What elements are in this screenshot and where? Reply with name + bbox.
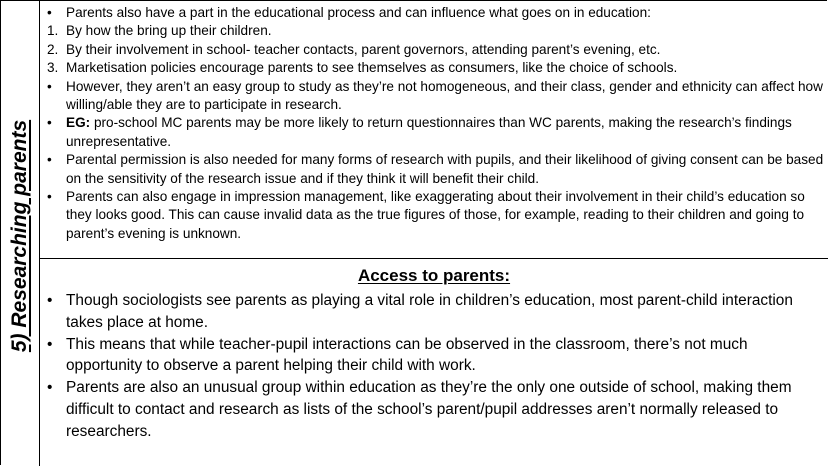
list-item-text [66,114,824,151]
example-label: EG: [66,115,91,131]
list-item [44,41,824,59]
bullet-marker: • [47,152,52,168]
bullet-marker: • [47,335,53,353]
list-item-text: Parents are also an unusual group within education as they’re the only one outside of school, making them difficult to contact and research as lists of the school’s parent/pupil addresses aren’t normally released to researchers. [66,379,792,440]
bullet-marker: • [47,5,52,20]
list-item [44,334,824,378]
bullet-marker: • [47,379,53,397]
access-bullet-list [44,290,824,443]
number-marker: 2. [47,41,59,57]
section-divider [40,258,828,259]
side-title: 5) Researching parents [8,119,31,353]
list-item [44,151,824,188]
bullet-marker: • [47,78,52,94]
list-item-text: Parents can also engage in impression management, like exaggerating about their involvement in their child’s education so they looks good. This can cause invalid data as the true figures of those, for example, reading to their children and going to parent’s evening is unknown. [66,189,805,241]
list-item [44,22,824,40]
list-item [44,78,824,115]
list-item-text: Marketisation policies encourage parents to see themselves as consumers, like the choice of schools. [66,60,678,76]
list-item-text: By their involvement in school- teacher contacts, parent governors, attending parent’s evening, etc. [66,41,661,57]
list-item-text: By how the bring up their children. [66,23,272,39]
list-item [44,59,824,77]
list-item-text: This means that while teacher-pupil interactions can be observed in the classroom, there’s not much opportunity to observe a parent helping their child with work. [66,335,748,375]
list-item [44,377,824,442]
list-item [44,114,824,151]
list-item-text: Parental permission is also needed for many forms of research with pupils, and their likelihood of giving consent can be based on the sensitivity of the research issue and if they think it will benefit their child. [66,152,824,186]
list-item [44,4,824,22]
list-item-text: Though sociologists see parents as playing a vital role in children’s education, most parent-child interaction takes place at home. [66,292,793,331]
bullet-marker: • [47,292,53,309]
list-item [44,290,824,334]
number-marker: 1. [47,23,59,39]
example-text: pro-school MC parents may be more likely to return questionnaires than WC parents, making the research’s findings unrepresentative. [66,115,792,149]
top-bullet-list [44,4,824,243]
access-heading: Access to parents: [357,266,511,285]
list-item-text: Parents also have a part in the educational process and can influence what goes on in education: [66,5,651,20]
bullet-marker: • [47,115,52,131]
list-item-text: However, they aren’t an easy group to study as they’re not homogeneous, and their class, gender and ethnicity can affect how willing/able they are to participate in research. [66,78,823,113]
list-item [44,188,824,243]
bullet-marker: • [47,189,52,205]
side-title-column [0,0,40,466]
number-marker: 3. [47,60,59,76]
